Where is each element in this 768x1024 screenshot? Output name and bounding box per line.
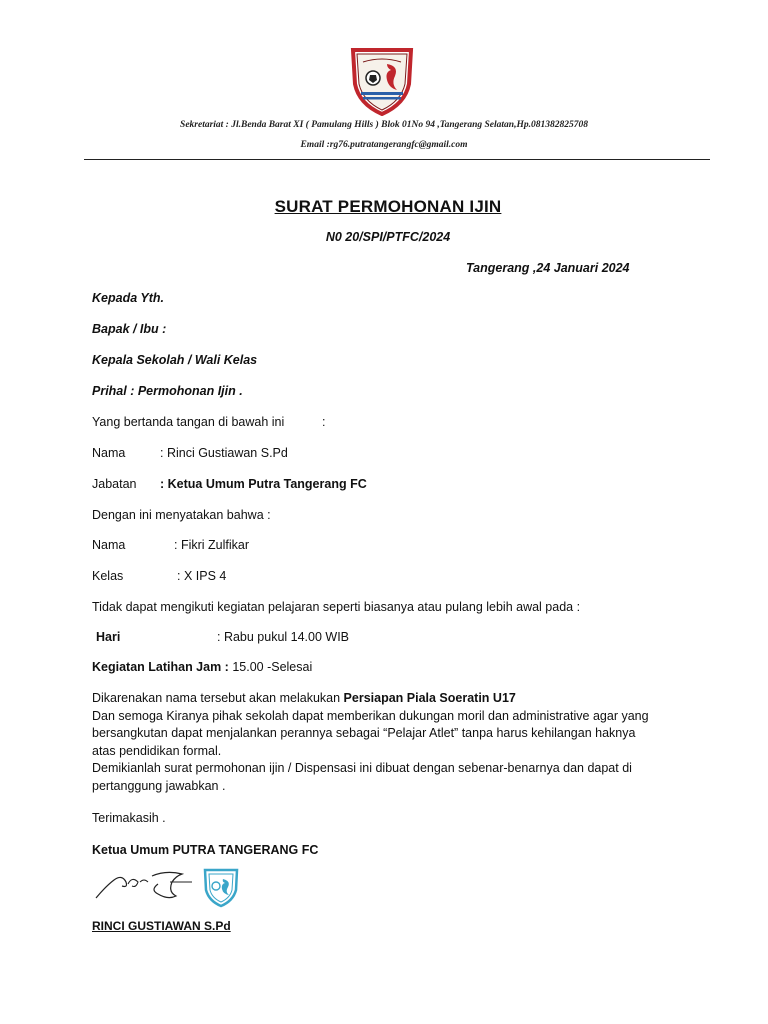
recipient-salutation: Bapak / Ibu : [92, 322, 167, 336]
student-class-row [92, 569, 226, 583]
signer-intro-label: Yang bertanda tangan di bawah ini [92, 415, 285, 429]
day-row [96, 630, 349, 644]
signatory-name: RINCI GUSTIAWAN S.Pd [92, 919, 231, 933]
reason-line-6: pertanggung jawabkan . [92, 778, 226, 793]
reason-paragraph [92, 690, 692, 796]
signatory-title: Ketua Umum PUTRA TANGERANG FC [92, 843, 319, 857]
reason-line-1 [92, 690, 692, 708]
reason-line-4: atas pendidikan formal. [92, 743, 222, 758]
training-label: Kegiatan Latihan Jam : [92, 660, 229, 674]
letter-title: SURAT PERMOHONAN IJIN [274, 197, 502, 216]
student-name-label: Nama [92, 538, 126, 552]
signer-position-value: : Ketua Umum Putra Tangerang FC [160, 477, 367, 491]
signer-intro [92, 415, 325, 429]
reason-line-5: Demikianlah surat permohonan ijin / Dispensasi ini dibuat dengan sebenar-benarnya dan dapat di [92, 761, 632, 776]
reason-prefix: Dikarenakan nama tersebut akan melakukan [92, 691, 344, 705]
student-name-row [92, 538, 249, 552]
recipient-to: Kepada Yth. [92, 291, 165, 305]
training-value: 15.00 -Selesai [228, 660, 313, 674]
closing: Terimakasih . [92, 811, 166, 825]
club-logo-icon [347, 44, 417, 116]
signer-intro-colon: : [322, 415, 326, 429]
signer-name-value: : Rinci Gustiawan S.Pd [160, 446, 288, 460]
signer-position-row [92, 477, 367, 491]
letter-subject: Prihal : Permohonan Ijin . [92, 384, 243, 398]
signer-name-row [92, 446, 288, 460]
club-stamp-icon [201, 866, 241, 908]
letterhead-email: Email :rg76.putratangerangfc@gmail.com [300, 140, 468, 150]
reason-line-3: bersangkutan dapat menjalankan perannya sebagai “Pelajar Atlet” tanpa harus kehilangan haknya [92, 726, 636, 741]
signer-name-label: Nama [92, 446, 126, 460]
day-value: : Rabu pukul 14.00 WIB [217, 630, 350, 644]
day-label: Hari [96, 630, 121, 644]
statement-intro: Dengan ini menyatakan bahwa : [92, 508, 271, 522]
reason-line-2: Dan semoga Kiranya pihak sekolah dapat memberikan dukungan moril dan administrative agar yang [92, 708, 649, 723]
absence-line: Tidak dapat mengikuti kegiatan pelajaran seperti biasanya atau pulang lebih awal pada : [92, 600, 581, 614]
recipient-position: Kepala Sekolah / Wali Kelas [92, 353, 258, 367]
place-date: Tangerang ,24 Januari 2024 [466, 261, 630, 275]
reason-event: Persiapan Piala Soeratin U17 [343, 691, 516, 705]
student-class-label: Kelas [92, 569, 124, 583]
signature-icon [92, 862, 198, 904]
signer-position-label: Jabatan [92, 477, 137, 491]
letter-number: N0 20/SPI/PTFC/2024 [325, 230, 451, 244]
student-name-value: : Fikri Zulfikar [174, 538, 249, 552]
letterhead-divider [84, 159, 710, 160]
training-row [92, 660, 312, 674]
letterhead-address: Sekretariat : Jl.Benda Barat XI ( Pamulang Hills ) Blok 01No 94 ,Tangerang Selatan,Hp.081382825708 [180, 120, 588, 130]
student-class-value: : X IPS 4 [177, 569, 227, 583]
